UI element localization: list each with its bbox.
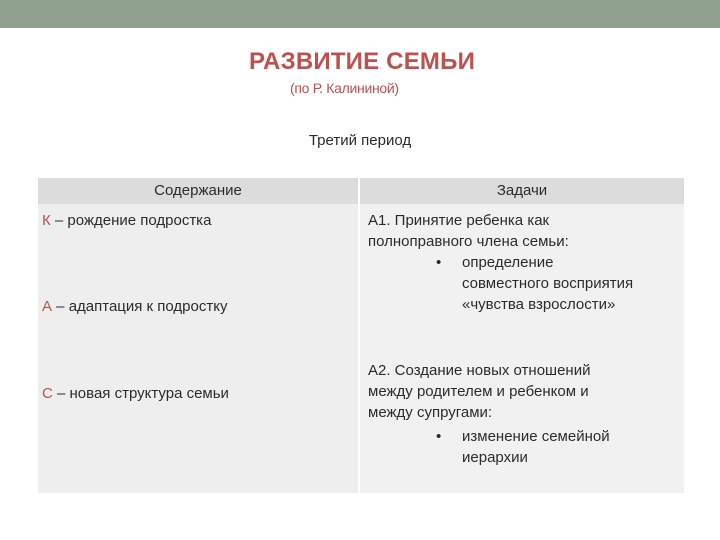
- bullet-icon: •: [436, 254, 442, 271]
- content-item-birth: [42, 212, 211, 229]
- bullet-line: определение: [462, 254, 554, 271]
- bullet-line: «чувства взрослости»: [462, 296, 616, 313]
- period-label: Третий период: [308, 132, 412, 149]
- bullet-line: совместного восприятия: [462, 275, 634, 292]
- task-a2-heading: [368, 360, 678, 423]
- content-column-header: Содержание: [38, 178, 358, 204]
- content-item-structure: [42, 385, 229, 402]
- bullet-line: изменение семейной: [462, 428, 610, 445]
- content-item-letter: К: [42, 212, 51, 229]
- content-item-text: – адаптация к подростку: [52, 298, 228, 315]
- family-development-table: [38, 178, 684, 493]
- slide-subtitle: (по Р. Калининой): [290, 80, 399, 96]
- task-heading-line: между родителем и ребенком и: [368, 383, 589, 400]
- tasks-column-header: Задачи: [360, 178, 684, 204]
- task-a1-bullet: [462, 252, 633, 315]
- content-item-letter: С: [42, 385, 53, 402]
- bullet-line: иерархии: [462, 449, 528, 466]
- content-item-text: – рождение подростка: [50, 212, 212, 229]
- top-decorative-bar: [0, 0, 720, 28]
- task-heading-line: полноправного члена семьи:: [368, 233, 569, 250]
- bullet-icon: •: [436, 428, 442, 445]
- task-a1-heading: [368, 210, 678, 252]
- task-heading-line: А1. Принятие ребенка как: [368, 212, 550, 229]
- task-heading-line: А2. Создание новых отношений: [368, 362, 591, 379]
- content-item-text: – новая структура семьи: [52, 385, 229, 402]
- task-a2-bullet: [462, 426, 610, 468]
- task-heading-line: между супругами:: [368, 404, 493, 421]
- slide-title: РАЗВИТИЕ СЕМЬИ: [248, 48, 476, 75]
- content-item-adaptation: [42, 298, 227, 315]
- content-item-letter: А: [42, 298, 53, 315]
